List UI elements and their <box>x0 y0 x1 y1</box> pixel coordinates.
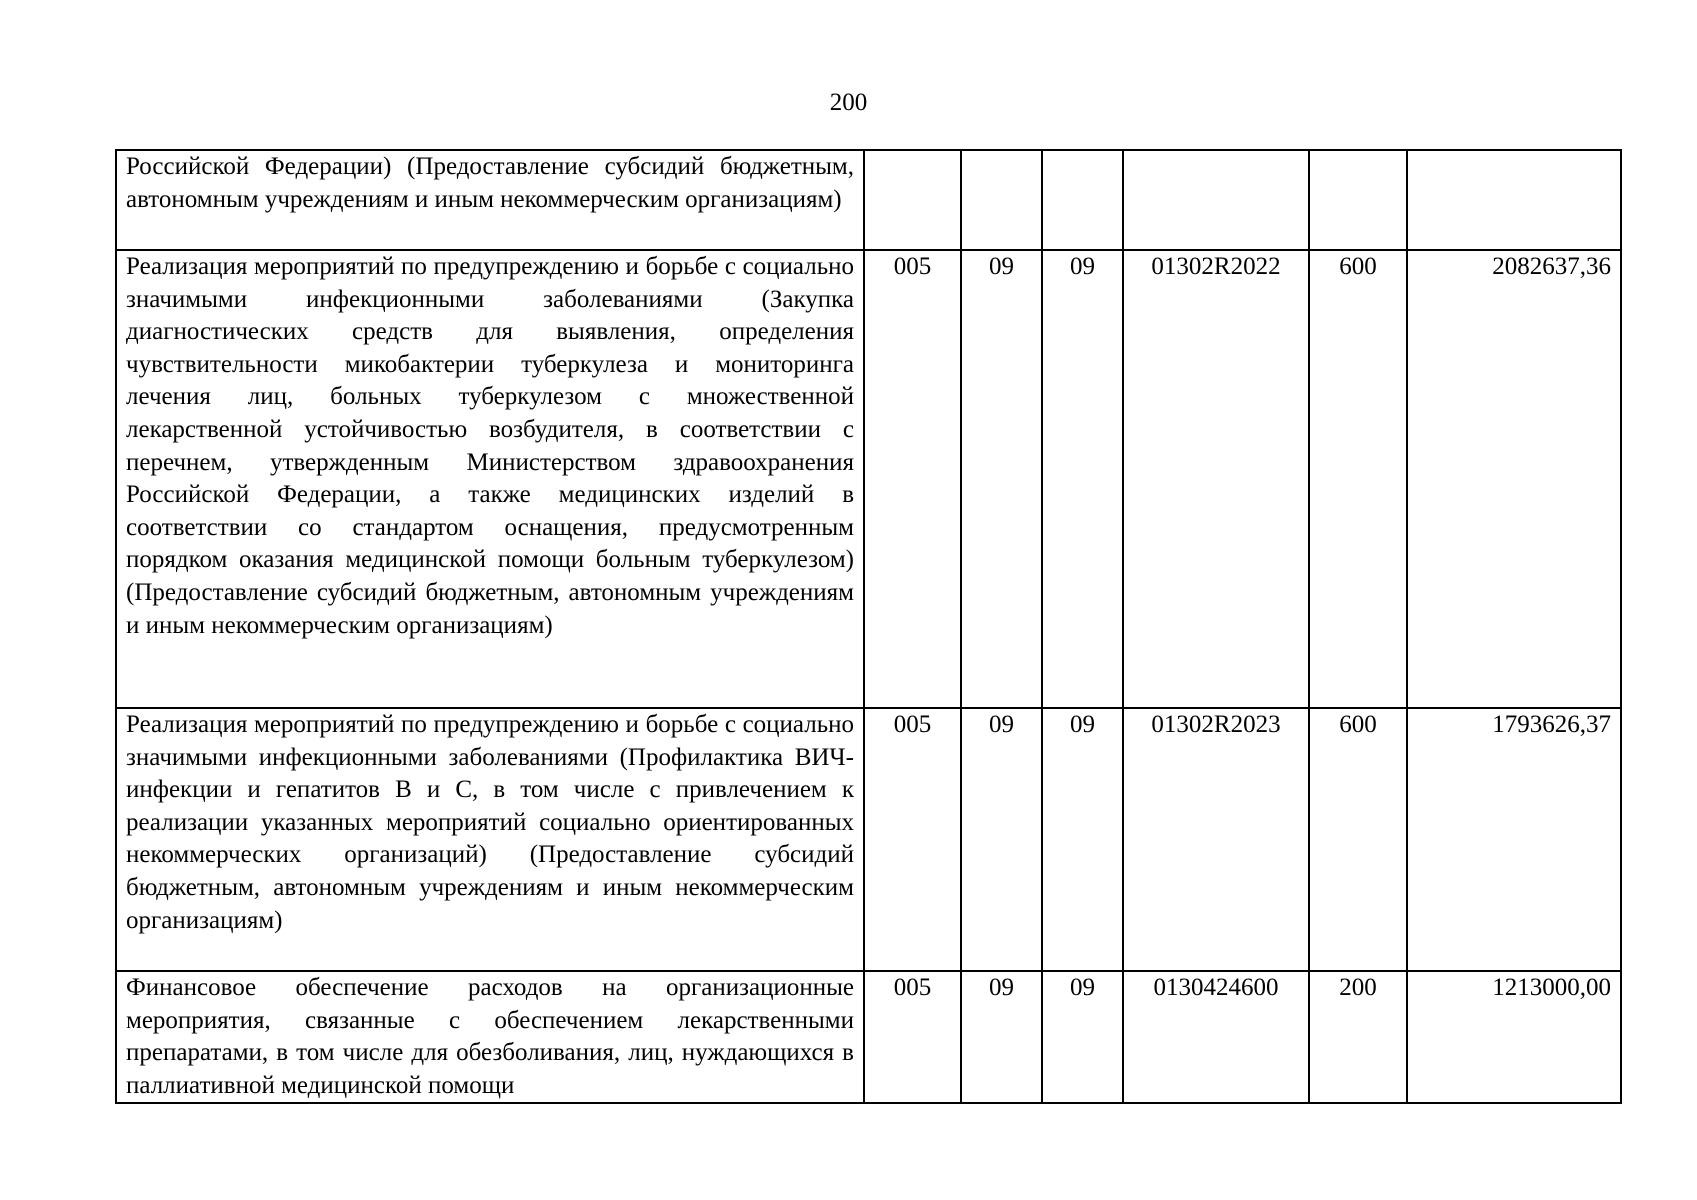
subsection-code-cell: 09 <box>1042 971 1123 1103</box>
ministry-code-cell: 005 <box>864 250 961 708</box>
page-number: 200 <box>829 89 868 116</box>
subsection-code-cell <box>1042 150 1123 250</box>
expense-type-cell: 600 <box>1309 708 1407 971</box>
amount-cell: 1213000,00 <box>1407 971 1621 1103</box>
amount-cell: 1793626,37 <box>1407 708 1621 971</box>
subsection-code-cell: 09 <box>1042 250 1123 708</box>
section-code-cell: 09 <box>961 250 1042 708</box>
target-article-cell <box>1123 150 1309 250</box>
section-code-cell: 09 <box>961 971 1042 1103</box>
subsection-code-cell: 09 <box>1042 708 1123 971</box>
description-cell: Российской Федерации) (Предоставление субсидий бюджетным, автономным учреждениям и иным некоммерческим организациям) <box>116 150 864 250</box>
description-cell: Финансовое обеспечение расходов на организационные мероприятия, связанные с обеспечением лекарственными препаратами, в том числе для обезболивания, лиц, нуждающихся в паллиативной медицинской помощи <box>116 971 864 1103</box>
ministry-code-cell <box>864 150 961 250</box>
expense-type-cell: 600 <box>1309 250 1407 708</box>
table-row <box>116 150 1621 250</box>
target-article-cell: 01302R2022 <box>1123 250 1309 708</box>
table-row <box>116 971 1621 1103</box>
description-cell: Реализация мероприятий по предупреждению и борьбе с социально значимыми инфекционными заболеваниями (Закупка диагностических средств для выявления, определения чувствительности микобактерии туберкулеза и мониторинга лечения лиц, больных туберкулезом с множественной лекарственной устойчивостью возбудителя, в соответствии с перечнем, утвержденным Министерством здравоохранения Российской Федерации, а также медицинских изделий в соответствии со стандартом оснащения, предусмотренным порядком оказания медицинской помощи больным туберкулезом) (Предоставление субсидий бюджетным, автономным учреждениям и иным некоммерческим организациям) <box>116 250 864 708</box>
expense-type-cell: 200 <box>1309 971 1407 1103</box>
target-article-cell: 01302R2023 <box>1123 708 1309 971</box>
table-row <box>116 250 1621 708</box>
budget-table <box>115 149 1622 1104</box>
amount-cell: 2082637,36 <box>1407 250 1621 708</box>
ministry-code-cell: 005 <box>864 971 961 1103</box>
expense-type-cell <box>1309 150 1407 250</box>
ministry-code-cell: 005 <box>864 708 961 971</box>
table-row <box>116 708 1621 971</box>
amount-cell <box>1407 150 1621 250</box>
description-cell: Реализация мероприятий по предупреждению и борьбе с социально значимыми инфекционными заболеваниями (Профилактика ВИЧ-инфекции и гепатитов В и С, в том числе с привлечением к реализации указанных мероприятий социально ориентированных некоммерческих организаций) (Предоставление субсидий бюджетным, автономным учреждениям и иным некоммерческим организациям) <box>116 708 864 971</box>
target-article-cell: 0130424600 <box>1123 971 1309 1103</box>
section-code-cell <box>961 150 1042 250</box>
section-code-cell: 09 <box>961 708 1042 971</box>
